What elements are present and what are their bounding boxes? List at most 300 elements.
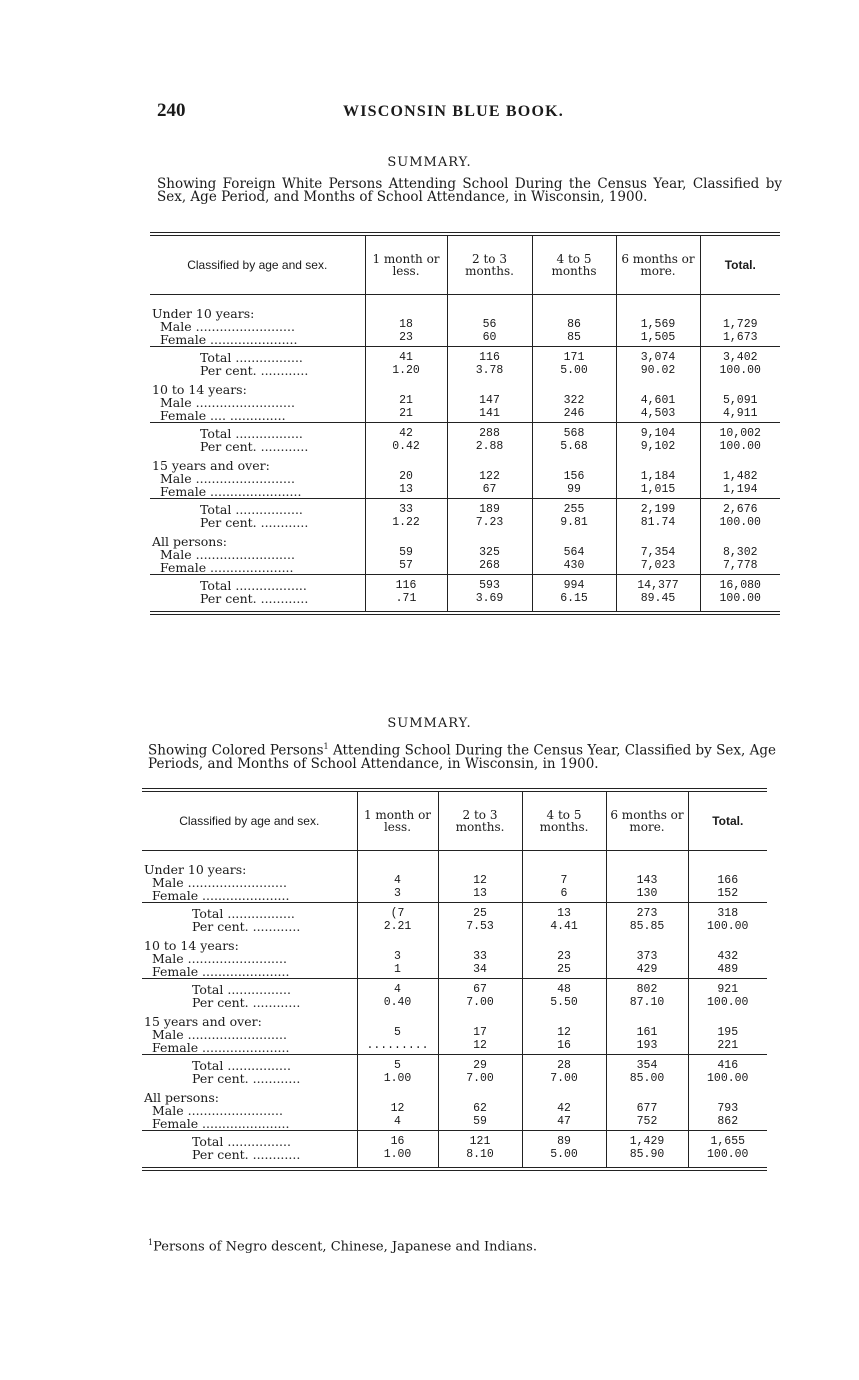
cell-value: 147 (479, 393, 500, 407)
value-cell (357, 1130, 438, 1161)
total-value: 16,080 (719, 578, 761, 592)
percent-value: 1.00 (383, 1147, 412, 1161)
row-label-cell (142, 850, 357, 902)
table1-caption: Showing Foreign White Persons Attending School During the Census Year, Classified by Sex, Age Period, and Months of School Attendance, in Wisconsin, 1900. (157, 176, 782, 205)
value-cell (700, 574, 780, 605)
cell-value: 1,673 (722, 330, 758, 344)
row-label-cell (150, 346, 365, 377)
row-label-cell (142, 933, 357, 979)
percent-label: Per cent. ............ (200, 438, 309, 454)
table2-summary-title: SUMMARY. (387, 716, 472, 731)
value-cell (616, 294, 700, 346)
row-label-cell (142, 1130, 357, 1161)
cell-value: 59 (473, 1114, 487, 1128)
value-cell (688, 978, 767, 1009)
row-label-cell (150, 294, 365, 346)
group-heading: Under 10 years: (144, 861, 247, 877)
row-label: Female ..................... (160, 559, 294, 575)
row-label-cell (142, 978, 357, 1009)
value-cell (365, 422, 447, 453)
total-label: Total ................. (192, 905, 295, 921)
row-label-cell (142, 1009, 357, 1055)
value-cell (438, 1085, 522, 1131)
value-cell (700, 453, 780, 499)
cell-value: 7,778 (722, 558, 758, 572)
cell-value: 1,482 (722, 469, 758, 483)
row-label: Male ......................... (152, 874, 287, 890)
value-cell (606, 850, 688, 902)
value-cell (357, 978, 438, 1009)
cell-value: 677 (636, 1101, 658, 1115)
table1-summary-title: SUMMARY. (387, 155, 472, 170)
value-cell (616, 453, 700, 499)
percent-value: 100.00 (719, 515, 761, 529)
percent-value: 4.41 (550, 919, 578, 933)
value-cell (447, 574, 532, 605)
table-row (150, 529, 780, 575)
spacer-cell (438, 1161, 522, 1169)
row-label: Male ........................ (152, 1102, 283, 1118)
percent-value: 5.68 (560, 439, 588, 453)
table-row (142, 1054, 767, 1085)
row-label: Male ......................... (152, 1026, 287, 1042)
value-cell (365, 346, 447, 377)
value-cell (606, 933, 688, 979)
value-cell (606, 1085, 688, 1131)
row-label: Male ......................... (160, 546, 295, 562)
value-cell (522, 1085, 606, 1131)
value-cell (365, 498, 447, 529)
cell-value: 4 (394, 873, 401, 887)
cell-value: 3 (394, 949, 401, 963)
cell-value: 33 (473, 949, 487, 963)
table-row (142, 978, 767, 1009)
row-label: Male ......................... (160, 318, 295, 334)
value-cell (438, 978, 522, 1009)
total-value: 354 (636, 1058, 658, 1072)
row-label: Female ...................... (152, 887, 290, 903)
total-label: Total ................. (200, 349, 303, 365)
value-cell (357, 850, 438, 902)
percent-value: 9.81 (560, 515, 588, 529)
value-cell (532, 498, 616, 529)
footnote (148, 1238, 537, 1254)
spacer-cell (688, 1161, 767, 1169)
cell-value: 432 (717, 949, 739, 963)
value-cell (365, 453, 447, 499)
cell-value: 8,302 (722, 545, 758, 559)
value-cell (616, 574, 700, 605)
percent-label: Per cent. ............ (200, 590, 309, 606)
row-label: Female ...................... (152, 1039, 290, 1055)
table2-caption-rest: Attending School During the Census Year, Classified by Sex, Age Periods, and Months of School Attendance, in Wisconsin, in 1900. (148, 742, 776, 772)
percent-value: 2.88 (475, 439, 504, 453)
spacer-cell (365, 605, 447, 613)
percent-value: 5.00 (550, 1147, 578, 1161)
value-cell (616, 422, 700, 453)
cell-value: 793 (717, 1101, 739, 1115)
total-value: 41 (399, 350, 413, 364)
column-header: 4 to 5 months. (522, 790, 606, 850)
percent-value: 100.00 (719, 439, 761, 453)
percent-value: 90.02 (640, 363, 676, 377)
value-cell (688, 933, 767, 979)
cell-value: 86 (567, 317, 581, 331)
percent-value: 9,102 (640, 439, 676, 453)
total-value: 994 (563, 578, 585, 592)
total-value: 42 (399, 426, 413, 440)
cell-value: 752 (636, 1114, 658, 1128)
cell-value: 325 (479, 545, 500, 559)
value-cell (532, 346, 616, 377)
percent-value: 87.10 (629, 995, 665, 1009)
group-heading: All persons: (144, 1089, 219, 1105)
value-cell (447, 294, 532, 346)
percent-label: Per cent. ............ (192, 1146, 301, 1162)
row-label: Male ......................... (152, 950, 287, 966)
column-header: 2 to 3 months. (447, 234, 532, 294)
percent-value: 2.21 (383, 919, 412, 933)
value-cell (616, 529, 700, 575)
total-value: 416 (717, 1058, 739, 1072)
cell-value: 161 (636, 1025, 658, 1039)
value-cell (522, 933, 606, 979)
percent-value: 8.10 (466, 1147, 494, 1161)
total-value: 288 (479, 426, 500, 440)
cell-value: 4 (394, 1114, 401, 1128)
total-value: 593 (479, 578, 500, 592)
cell-value: 5 (394, 1025, 401, 1039)
column-header: 4 to 5 months (532, 234, 616, 294)
cell-value: 23 (557, 949, 571, 963)
cell-value: 4,601 (640, 393, 676, 407)
cell-value: 62 (473, 1101, 487, 1115)
table-row (142, 1009, 767, 1055)
value-cell (606, 1130, 688, 1161)
total-value: 48 (557, 982, 571, 996)
total-value: 2,199 (640, 502, 676, 516)
percent-value: 0.42 (392, 439, 420, 453)
value-cell (606, 978, 688, 1009)
total-value: 9,104 (640, 426, 676, 440)
group-heading: 10 to 14 years: (144, 937, 239, 953)
cell-value: 268 (479, 558, 500, 572)
running-title: WISCONSIN BLUE BOOK. (343, 103, 564, 120)
value-cell (357, 1009, 438, 1055)
cell-value: 1,569 (640, 317, 676, 331)
total-value: 29 (473, 1058, 487, 1072)
value-cell (365, 574, 447, 605)
row-label-cell (150, 529, 365, 575)
cell-value: 564 (563, 545, 585, 559)
percent-label: Per cent. ............ (192, 1070, 301, 1086)
table-row (142, 933, 767, 979)
total-value: 273 (636, 906, 658, 920)
table-row (150, 453, 780, 499)
value-cell (522, 902, 606, 933)
value-cell (447, 346, 532, 377)
value-cell (447, 377, 532, 423)
total-value: 318 (717, 906, 739, 920)
cell-value: 246 (563, 406, 585, 420)
cell-value: 12 (473, 873, 487, 887)
cell-value: 429 (636, 962, 658, 976)
total-value: 25 (473, 906, 487, 920)
row-label-cell (150, 453, 365, 499)
total-value: 3,402 (722, 350, 758, 364)
value-cell (616, 498, 700, 529)
page-number: 240 (157, 100, 186, 121)
cell-value: 1,505 (640, 330, 676, 344)
table2 (142, 788, 767, 1171)
cell-value: 152 (717, 886, 739, 900)
cell-value: 373 (636, 949, 658, 963)
cell-value: 1,729 (722, 317, 758, 331)
value-cell (532, 574, 616, 605)
value-cell (688, 902, 767, 933)
cell-value: 1,194 (722, 482, 758, 496)
cell-value: 430 (563, 558, 585, 572)
total-label: Total ................ (192, 1133, 291, 1149)
column-header: 1 month or less. (365, 234, 447, 294)
spacer-cell (532, 605, 616, 613)
cell-value: 13 (473, 886, 487, 900)
value-cell (447, 498, 532, 529)
table-row (150, 574, 780, 605)
percent-value: 3.69 (475, 591, 504, 605)
cell-value: 5,091 (722, 393, 758, 407)
total-value: 4 (394, 982, 401, 996)
cell-value: 16 (557, 1038, 571, 1052)
total-value: 121 (469, 1134, 491, 1148)
percent-value: 100.00 (719, 591, 761, 605)
value-cell (522, 978, 606, 1009)
row-label-cell (150, 574, 365, 605)
cell-value: 42 (557, 1101, 571, 1115)
total-value: 67 (473, 982, 487, 996)
cell-value: 21 (399, 406, 413, 420)
total-value: 10,002 (719, 426, 761, 440)
cell-value: 130 (636, 886, 658, 900)
cell-value: 221 (717, 1038, 739, 1052)
percent-value: 7.53 (466, 919, 494, 933)
percent-value: 7.00 (466, 995, 494, 1009)
table-row (142, 850, 767, 902)
cell-value: 7 (560, 873, 568, 887)
group-heading: 15 years and over: (152, 457, 270, 473)
value-cell (688, 1085, 767, 1131)
value-cell (532, 422, 616, 453)
cell-value: 20 (399, 469, 413, 483)
column-header: Classified by age and sex. (142, 790, 357, 850)
table-row (150, 605, 780, 613)
column-header: 6 months or more. (616, 234, 700, 294)
value-cell (522, 1009, 606, 1055)
cell-value: 12 (473, 1038, 487, 1052)
value-cell (447, 453, 532, 499)
percent-value: 89.45 (640, 591, 676, 605)
cell-value: 1 (394, 962, 401, 976)
cell-value: 57 (399, 558, 413, 572)
value-cell (532, 453, 616, 499)
row-label: Female ...................... (152, 963, 290, 979)
table-row (142, 1085, 767, 1131)
cell-value: 156 (563, 469, 585, 483)
value-cell (700, 346, 780, 377)
total-value: (7 (390, 906, 405, 920)
total-value: 13 (557, 906, 571, 920)
value-cell (616, 377, 700, 423)
cell-value: 67 (482, 482, 497, 496)
percent-value: 0.40 (383, 995, 412, 1009)
percent-value: 5.50 (550, 995, 578, 1009)
percent-value: 7.00 (550, 1071, 578, 1085)
table-row (150, 498, 780, 529)
column-header: 6 months or more. (606, 790, 688, 850)
group-heading: Under 10 years: (152, 305, 255, 321)
cell-value: 12 (557, 1025, 571, 1039)
row-label-cell (150, 498, 365, 529)
cell-value: 7,354 (640, 545, 676, 559)
cell-value: 7,023 (640, 558, 676, 572)
row-label: Male ......................... (160, 394, 295, 410)
cell-value: 193 (636, 1038, 658, 1052)
table-row (142, 902, 767, 933)
value-cell (700, 422, 780, 453)
value-cell (700, 498, 780, 529)
cell-value: 122 (479, 469, 500, 483)
total-value: 33 (399, 502, 413, 516)
row-label: Male ......................... (160, 470, 295, 486)
percent-value: 7.23 (475, 515, 504, 529)
table-row (150, 422, 780, 453)
table2-caption-start: Showing Colored Persons (148, 742, 324, 759)
percent-value: 1.00 (383, 1071, 412, 1085)
total-label: Total ................. (200, 501, 303, 517)
total-value: 568 (563, 426, 585, 440)
percent-value: 85.85 (629, 919, 665, 933)
spacer-cell (522, 1161, 606, 1169)
percent-value: .71 (395, 591, 417, 605)
table-row (150, 377, 780, 423)
table1 (150, 232, 780, 615)
spacer-cell (357, 1161, 438, 1169)
total-value: 1,655 (710, 1134, 745, 1148)
cell-value: 166 (717, 873, 739, 887)
value-cell (438, 1130, 522, 1161)
row-label: Female ...................... (152, 1115, 290, 1131)
cell-value: 143 (636, 873, 658, 887)
total-value: 1,429 (629, 1134, 665, 1148)
value-cell (688, 1009, 767, 1055)
row-label: Female ...................... (160, 331, 298, 347)
row-label-cell (142, 1085, 357, 1131)
spacer-cell (606, 1161, 688, 1169)
row-label-cell (150, 422, 365, 453)
value-cell (606, 1009, 688, 1055)
cell-value: ......... (366, 1038, 429, 1052)
column-header: Total. (700, 234, 780, 294)
column-header: 1 month or less. (357, 790, 438, 850)
group-heading: 15 years and over: (144, 1013, 262, 1029)
footnote-text: Persons of Negro descent, Chinese, Japanese and Indians. (153, 1239, 537, 1255)
total-value: 921 (717, 982, 739, 996)
cell-value: 141 (479, 406, 500, 420)
table-row (150, 294, 780, 346)
cell-value: 47 (557, 1114, 571, 1128)
cell-value: 56 (482, 317, 497, 331)
footnote-marker: 1 (148, 1238, 154, 1247)
total-value: 116 (479, 350, 500, 364)
percent-value: 6.15 (560, 591, 588, 605)
spacer-cell (616, 605, 700, 613)
total-value: 28 (557, 1058, 571, 1072)
cell-value: 195 (717, 1025, 739, 1039)
table-row (150, 346, 780, 377)
percent-value: 100.00 (719, 363, 761, 377)
cell-value: 23 (399, 330, 413, 344)
value-cell (365, 294, 447, 346)
cell-value: 1,015 (640, 482, 676, 496)
column-header: Classified by age and sex. (150, 234, 365, 294)
row-label-cell (142, 1054, 357, 1085)
cell-value: 17 (473, 1025, 487, 1039)
cell-value: 1,184 (640, 469, 676, 483)
spacer-cell (150, 605, 365, 613)
percent-value: 3.78 (475, 363, 504, 377)
value-cell (438, 902, 522, 933)
cell-value: 99 (567, 482, 581, 496)
table2-caption-footnote-ref: 1 (323, 742, 329, 751)
percent-value: 1.22 (392, 515, 420, 529)
total-label: Total ................. (200, 425, 303, 441)
value-cell (357, 1085, 438, 1131)
value-cell (438, 933, 522, 979)
cell-value: 489 (717, 962, 739, 976)
cell-value: 13 (399, 482, 413, 496)
value-cell (438, 850, 522, 902)
value-cell (522, 850, 606, 902)
total-value: 16 (390, 1134, 405, 1148)
percent-label: Per cent. ............ (192, 918, 301, 934)
total-value: 89 (557, 1134, 571, 1148)
value-cell (522, 1054, 606, 1085)
percent-value: 85.00 (629, 1071, 665, 1085)
group-heading: 10 to 14 years: (152, 381, 247, 397)
value-cell (357, 1054, 438, 1085)
percent-value: 100.00 (707, 1071, 749, 1085)
percent-label: Per cent. ............ (192, 994, 301, 1010)
value-cell (688, 1054, 767, 1085)
cell-value: 18 (399, 317, 413, 331)
percent-value: 1.20 (392, 363, 420, 377)
percent-value: 100.00 (707, 919, 749, 933)
value-cell (606, 1054, 688, 1085)
table2-caption (148, 740, 776, 771)
percent-label: Per cent. ............ (200, 362, 309, 378)
total-label: Total ................ (192, 1057, 291, 1073)
value-cell (522, 1130, 606, 1161)
total-value: 802 (636, 982, 658, 996)
value-cell (532, 529, 616, 575)
cell-value: 862 (717, 1114, 739, 1128)
cell-value: 3 (394, 886, 401, 900)
value-cell (438, 1054, 522, 1085)
cell-value: 21 (399, 393, 413, 407)
value-cell (688, 1130, 767, 1161)
percent-label: Per cent. ............ (200, 514, 309, 530)
column-header: Total. (688, 790, 767, 850)
